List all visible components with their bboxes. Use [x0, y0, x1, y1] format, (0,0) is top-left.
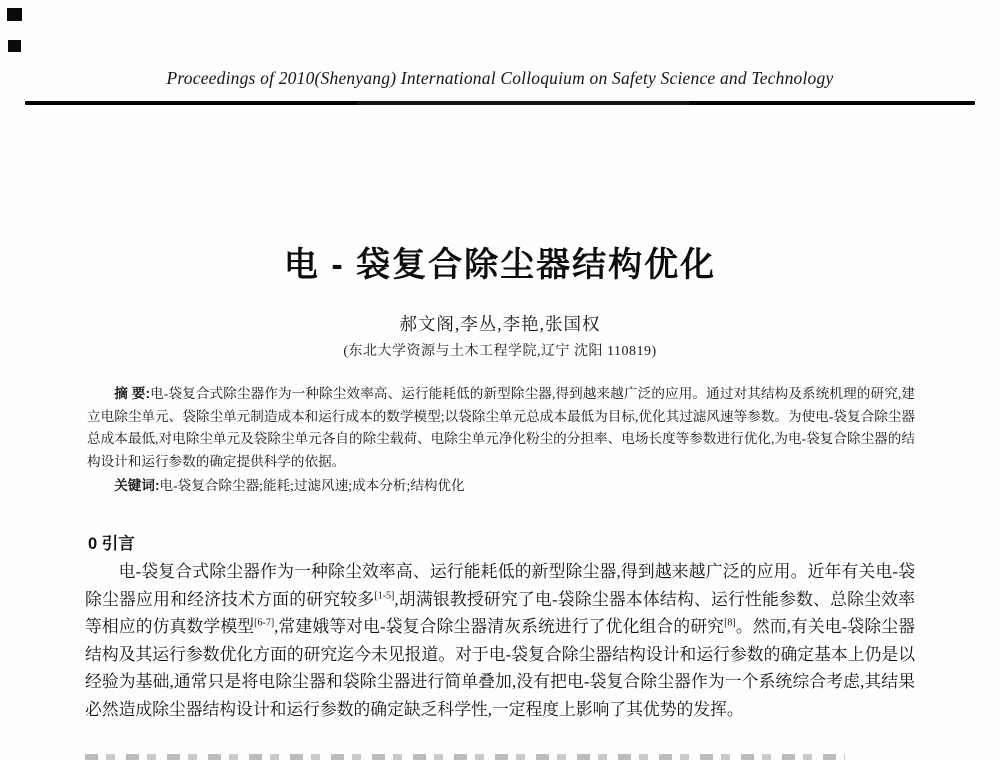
intro-text-segment-1: 电-袋复合式除尘器作为一种除尘效率高、运行能耗低的新型除尘器,得到越来越广泛的应用。近年有关电-袋除尘器应用和经济技术方面的研究较多: [85, 562, 915, 609]
citation-ref-6-7: [6-7]: [254, 617, 275, 629]
keywords-text: 电-袋复合除尘器;能耗;过滤风速;成本分析;结构优化: [159, 478, 465, 494]
citation-ref-1-5: [1-5]: [374, 590, 395, 601]
abstract-label: 摘 要:: [114, 386, 150, 401]
keywords-label: 关键词:: [114, 478, 160, 494]
scan-artifact-square-bottom: [8, 40, 21, 52]
intro-text-segment-4: 。然而,有关电-袋除尘器结构及其运行参数优化方面的研究迄今未见报道。对于电-袋复合除尘器结构设计和运行参数的确定基本上仍是以经验为基础,通常只是将电除尘器和袋除尘器进行简单叠加,没有把电-袋复合除尘器作为一个系统综合考虑,其结果必然造成除尘器结构设计和运行参数的确定缺乏科学性,一定程度上影响了其优势的发挥。: [85, 617, 915, 719]
proceedings-header: Proceedings of 2010(Shenyang) International Colloquium on Safety Science and Technology: [166, 68, 834, 88]
introduction-paragraph: [85, 558, 915, 724]
abstract-keywords-block: [87, 383, 915, 498]
affiliation-line: (东北大学资源与土木工程学院,辽宁 沈阳 110819): [343, 344, 657, 359]
abstract-paragraph: [87, 383, 915, 473]
citation-ref-8: [8]: [724, 617, 736, 629]
keywords-paragraph: [87, 475, 915, 498]
intro-text-segment-2: ,胡满银教授研究了电-袋除尘器本体结构、运行性能参数、总除尘效率等相应的仿真数学模型: [85, 589, 915, 637]
intro-text-segment-3: ,常建娥等对电-袋复合除尘器清灰系统进行了优化组合的研究: [274, 617, 725, 637]
cutoff-line-artifact: [85, 754, 845, 760]
paper-title: 电 - 袋复合除尘器结构优化: [283, 245, 717, 284]
section-heading-introduction: 0 引言: [88, 535, 135, 553]
abstract-text: 电-袋复合式除尘器作为一种除尘效率高、运行能耗低的新型除尘器,得到越来越广泛的应用。通过对其结构及系统机理的研究,建立电除尘单元、袋除尘单元制造成本和运行成本的数学模型;以袋除尘单元总成本最低为目标,优化其过滤风速等参数。为使电-袋复合除尘器总成本最低,对电除尘单元及袋除尘单元各自的除尘载荷、电除尘单元净化粉尘的分担率、电场长度等参数进行优化,为电-袋复合除尘器的结构设计和运行参数的确定提供科学的依据。: [87, 386, 915, 469]
authors-line: 郝文阁,李丛,李艳,张国权: [399, 314, 601, 334]
header-divider-rule: [25, 101, 975, 105]
scan-artifact-square-top: [7, 8, 22, 21]
